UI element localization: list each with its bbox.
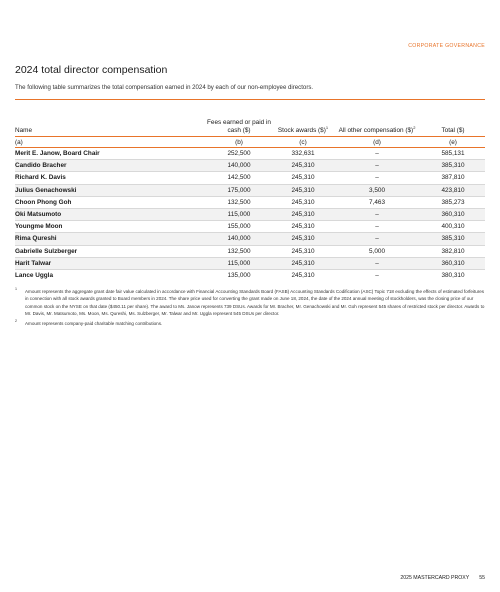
fees-cell: 132,500	[205, 245, 273, 257]
intro-text: The following table summarizes the total compensation earned in 2024 by each of our non-employee directors.	[15, 84, 314, 91]
footnote-ref: 1	[325, 124, 329, 130]
page-number: 55	[479, 575, 485, 581]
director-name: Oki Matsumoto	[15, 208, 205, 220]
table-row	[15, 257, 485, 269]
column-letter: (e)	[421, 137, 485, 148]
stock-awards-cell: 245,310	[273, 221, 333, 233]
section-label: CORPORATE GOVERNANCE	[408, 43, 485, 49]
footnote	[15, 288, 485, 317]
column-letter: (a)	[15, 137, 205, 148]
table-row	[15, 160, 485, 172]
stock-awards-cell: 245,310	[273, 257, 333, 269]
stock-awards-cell: 245,310	[273, 233, 333, 245]
column-letter: (c)	[273, 137, 333, 148]
table-row	[15, 269, 485, 281]
total-cell: 585,131	[421, 148, 485, 160]
director-name: Candido Bracher	[15, 160, 205, 172]
column-header-name: Name	[15, 100, 205, 137]
table-row	[15, 148, 485, 160]
footnote-mark: 1	[15, 287, 17, 291]
fees-cell: 132,500	[205, 196, 273, 208]
document-name: 2025 MASTERCARD PROXY	[400, 575, 470, 581]
page-title: 2024 total director compensation	[15, 64, 168, 76]
table-row	[15, 233, 485, 245]
fees-cell: 155,000	[205, 221, 273, 233]
fees-cell: 175,000	[205, 184, 273, 196]
table-row	[15, 172, 485, 184]
table-row	[15, 196, 485, 208]
total-cell: 385,273	[421, 196, 485, 208]
other-compensation-cell: –	[375, 271, 379, 279]
fees-cell: 115,000	[205, 208, 273, 220]
director-name: Youngme Moon	[15, 221, 205, 233]
other-compensation-cell: –	[333, 221, 421, 233]
other-compensation-cell: –	[333, 160, 421, 172]
page-footer	[400, 575, 485, 581]
other-compensation-cell: –	[333, 233, 421, 245]
director-name: Rima Qureshi	[15, 233, 205, 245]
column-letter-row	[15, 137, 485, 148]
total-cell: 360,310	[421, 257, 485, 269]
stock-awards-cell: 245,310	[273, 172, 333, 184]
fees-cell: 135,000	[227, 271, 251, 279]
fees-cell: 115,000	[205, 257, 273, 269]
stock-awards-cell: 245,310	[273, 208, 333, 220]
other-compensation-cell: –	[333, 148, 421, 160]
total-cell: 380,310	[441, 271, 465, 279]
footnote-text: Amount represents company-paid charitable matching contributions.	[25, 321, 163, 327]
stock-awards-cell: 245,310	[273, 196, 333, 208]
director-name: Merit E. Janow, Board Chair	[15, 148, 205, 160]
table-row	[15, 221, 485, 233]
table-row	[15, 184, 485, 196]
total-cell: 385,310	[421, 160, 485, 172]
director-name: Lance Uggla	[15, 271, 53, 279]
column-header-fees: Fees earned or paid in cash ($)	[205, 100, 273, 137]
director-compensation-table	[15, 99, 485, 281]
total-cell: 423,810	[421, 184, 485, 196]
total-cell: 400,310	[421, 221, 485, 233]
fees-cell: 140,000	[205, 160, 273, 172]
footnote-text: Amount represents the aggregate grant date fair value calculated in accordance with Financial Accounting Standards Board (FASB) Accounting Standards Codification (ASC) Topic 718 excluding the effects of estimated forfeitures in connection with all stock awards granted to Board members in 2024. The share price used for converting the grant made on June 18, 2024, the date of the 2024 annual meeting of stockholders, was the closing price of our common stock on the NYSE on that date ($450.11 per share). The award to Ms. Janow represents 739 DSUs. Awards for Mr. Bracher, Mr. Genachowski and Mr. Goh represent 545 shares of restricted stock per director. Awards to Mr. Davis, Mr. Matsumoto, Ms. Moon, Ms. Qureshi, Ms. Sulzberger, Mr. Talwar and Mr. Uggla represent 545 DSUs per director.	[25, 289, 485, 316]
fees-cell: 140,000	[205, 233, 273, 245]
other-compensation-cell: –	[333, 172, 421, 184]
director-name: Gabrielle Sulzberger	[15, 245, 205, 257]
other-compensation-cell: 5,000	[333, 245, 421, 257]
other-compensation-cell: –	[333, 257, 421, 269]
fees-cell: 142,500	[205, 172, 273, 184]
fees-cell: 252,500	[205, 148, 273, 160]
column-letter: (b)	[205, 137, 273, 148]
director-name: Choon Phong Goh	[15, 196, 205, 208]
stock-awards-cell: 245,310	[273, 245, 333, 257]
director-name: Harit Talwar	[15, 257, 205, 269]
column-letter: (d)	[333, 137, 421, 148]
other-compensation-cell: –	[333, 208, 421, 220]
table-row	[15, 245, 485, 257]
total-cell: 385,310	[421, 233, 485, 245]
footnote	[15, 320, 485, 327]
column-header-other-compensation: All other compensation ($)$^2$	[333, 100, 421, 137]
total-cell: 382,810	[421, 245, 485, 257]
director-name: Richard K. Davis	[15, 172, 205, 184]
footnote-ref: 2	[413, 124, 416, 130]
column-header-total: Total ($)	[421, 100, 485, 137]
total-cell: 387,810	[421, 172, 485, 184]
stock-awards-cell: 245,310	[273, 184, 333, 196]
column-header-stock-awards: Stock awards ($)$^1$	[273, 100, 333, 137]
table-row	[15, 208, 485, 220]
stock-awards-cell: 332,631	[273, 148, 333, 160]
other-compensation-cell: 7,463	[333, 196, 421, 208]
footnotes	[15, 288, 485, 330]
footnote-mark: 2	[15, 319, 17, 324]
stock-awards-cell: 245,310	[291, 271, 315, 279]
other-compensation-cell: 3,500	[333, 184, 421, 196]
stock-awards-cell: 245,310	[273, 160, 333, 172]
director-name: Julius Genachowski	[15, 184, 205, 196]
total-cell: 360,310	[421, 208, 485, 220]
